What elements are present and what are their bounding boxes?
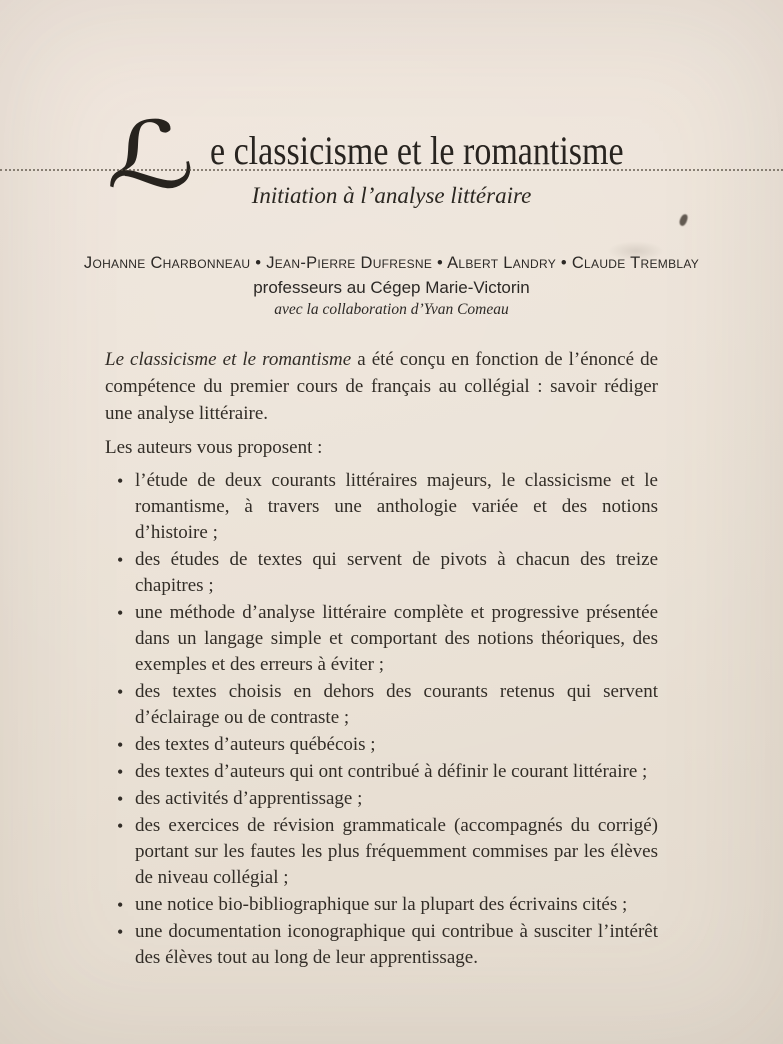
- bullet-icon: •: [117, 603, 124, 623]
- book-title: e classicisme et le romantisme: [210, 128, 624, 173]
- bullet-icon: •: [117, 682, 124, 702]
- authors-line: Johanne Charbonneau • Jean-Pierre Dufresne • Albert Landry • Claude Tremblay: [83, 254, 700, 272]
- list-item: [105, 813, 658, 891]
- list-item: [105, 786, 658, 812]
- content-block: [105, 346, 658, 972]
- bullet-icon: •: [117, 471, 124, 491]
- list-item: [105, 468, 658, 546]
- list-item: [105, 547, 658, 599]
- intro-paragraph: [105, 346, 658, 427]
- bullet-icon: •: [117, 762, 124, 782]
- list-item-text: une documentation iconographique qui contribue à susciter l’intérêt des élèves tout au long de leur apprentissage.: [135, 921, 658, 968]
- list-item: [105, 679, 658, 731]
- list-item-text: une notice bio-bibliographique sur la plupart des écrivains cités ;: [135, 894, 628, 915]
- list-item: [105, 600, 658, 678]
- intro-text: a été conçu en fonction de l’énoncé de compétence du premier cours de français au collégial : savoir rédiger une analyse littéraire.: [105, 349, 659, 424]
- bullet-icon: •: [117, 735, 124, 755]
- features-list: [105, 468, 658, 971]
- list-item-text: l’étude de deux courants littéraires majeurs, le classicisme et le romantisme, à travers une anthologie variée et des notions d’histoire ;: [135, 470, 658, 543]
- collaboration-line: avec la collaboration d’Yvan Comeau: [274, 301, 509, 318]
- intro-title-mention: Le classicisme et le romantisme: [105, 349, 352, 370]
- bullet-icon: •: [117, 789, 124, 809]
- list-item-text: des études de textes qui servent de pivots à chacun des treize chapitres ;: [135, 549, 658, 596]
- bullet-icon: •: [117, 922, 124, 942]
- list-heading: Les auteurs vous proposent :: [105, 437, 323, 458]
- list-item-text: des textes d’auteurs québécois ;: [135, 734, 376, 755]
- list-item: [105, 919, 658, 971]
- bullet-icon: •: [117, 816, 124, 836]
- title-dotted-rule: [0, 169, 783, 171]
- title-initial-script-l-glyph: ℒ: [106, 102, 196, 209]
- list-item-text: une méthode d’analyse littéraire complète et progressive présentée dans un langage simple et comportant des notions théoriques, des exemples et des erreurs à éviter ;: [135, 602, 658, 675]
- list-item: [105, 759, 658, 785]
- list-item: [105, 732, 658, 758]
- list-item-text: des textes d’auteurs qui ont contribué à définir le courant littéraire ;: [135, 761, 648, 782]
- bullet-icon: •: [117, 895, 124, 915]
- list-item: [105, 892, 658, 918]
- list-item-text: des activités d’apprentissage ;: [135, 788, 363, 809]
- list-item-text: des textes choisis en dehors des courants retenus qui servent d’éclairage ou de contraste ;: [135, 681, 658, 728]
- bullet-icon: •: [117, 550, 124, 570]
- affiliation-line: professeurs au Cégep Marie-Victorin: [253, 278, 530, 297]
- list-item-text: des exercices de révision grammaticale (accompagnés du corrigé) portant sur les fautes les plus fréquemment commises par les élèves de niveau collégial ;: [135, 815, 658, 888]
- book-subtitle: Initiation à l’analyse littéraire: [251, 183, 532, 208]
- ink-speck: [678, 213, 688, 226]
